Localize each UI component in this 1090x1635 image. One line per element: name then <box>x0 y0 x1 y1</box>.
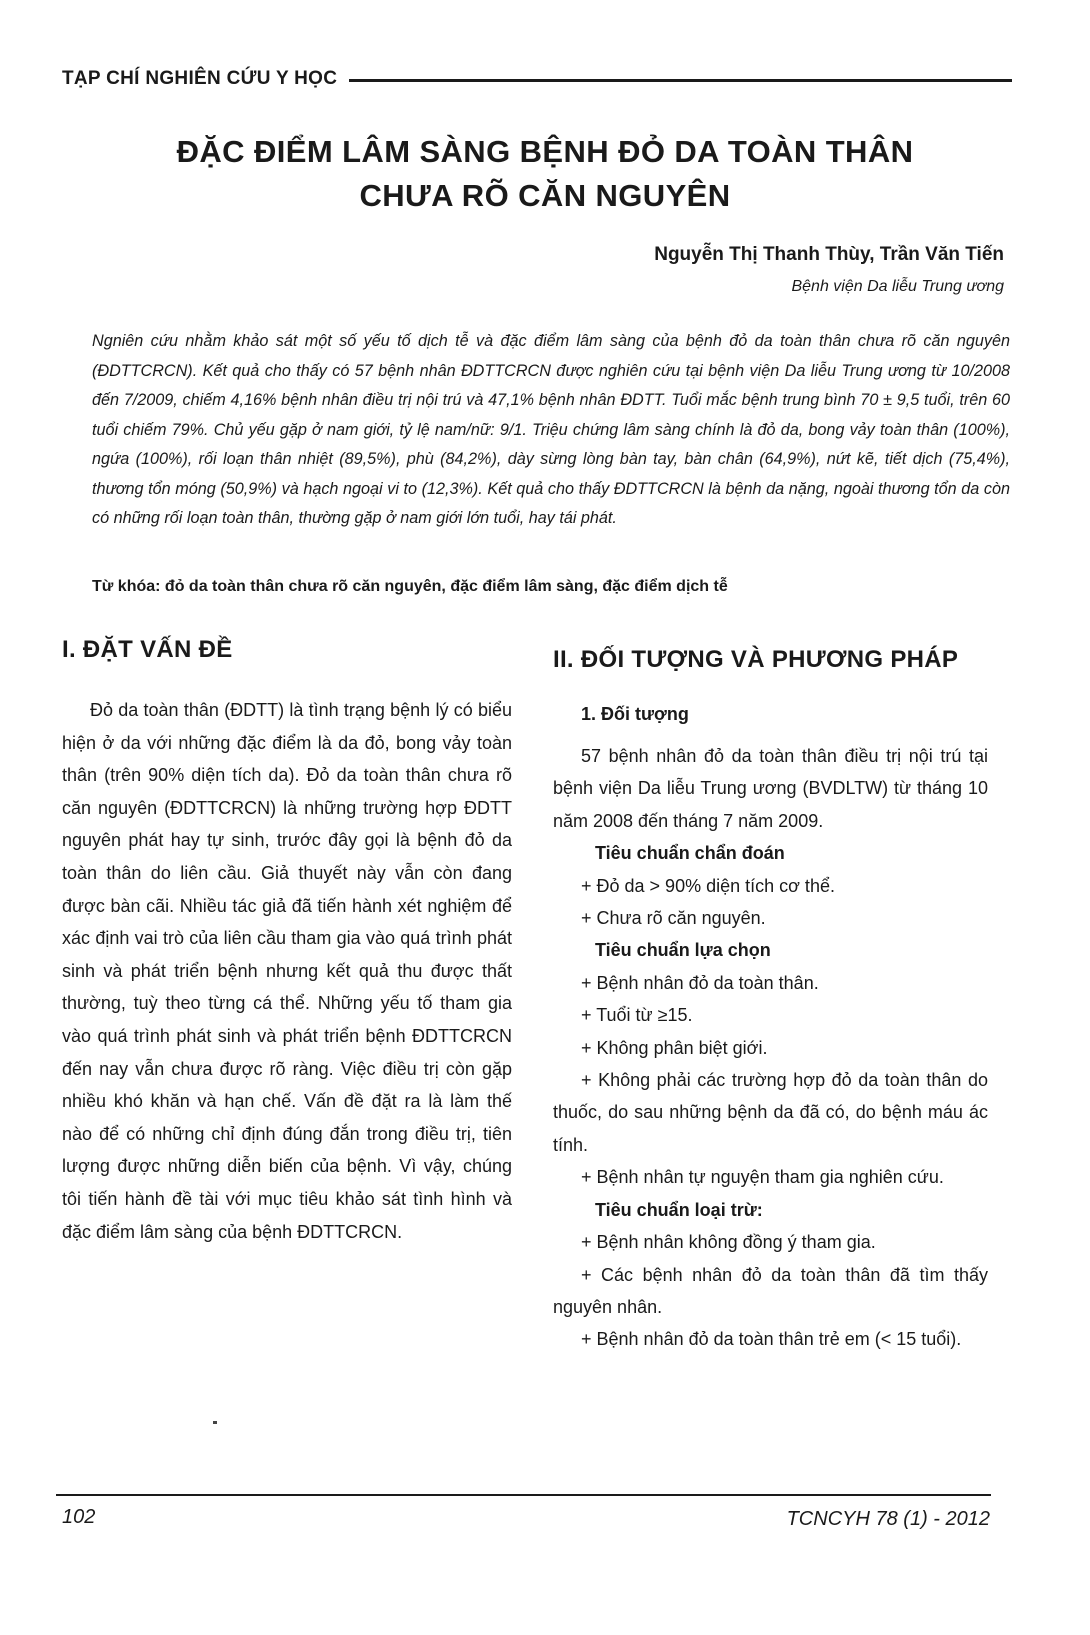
subsection-heading-subjects: 1. Đối tượng <box>581 704 689 724</box>
subjects-paragraph: 57 bệnh nhân đỏ da toàn thân điều trị nội trú tại bệnh viện Da liễu Trung ương (BVDLTW) từ tháng 10 năm 2008 đến tháng 7 năm 2009. <box>553 746 988 831</box>
list-item: + Đỏ da > 90% diện tích cơ thể. <box>581 875 835 896</box>
right-column <box>553 636 988 1356</box>
page-number: 102 <box>62 1506 96 1528</box>
scan-speck <box>213 1421 217 1424</box>
abstract: Ngniên cứu nhằm khảo sát một số yếu tố dịch tễ và đặc điểm lâm sàng của bệnh đỏ da toàn thân chưa rõ căn nguyên (ĐDTTCRCN). Kết quả cho thấy có 57 bệnh nhân ĐDTTCRCN được nghiên cứu tại bệnh viện Da liễu Trung ương từ 10/2008 đến 7/2009, chiếm 4,16% bệnh nhân điều trị nội trú và 47,1% bệnh nhân ĐDTT. Tuổi mắc bệnh trung bình 70 ± 9,5 tuổi, trên 60 tuổi chiếm 79%. Chủ yếu gặp ở nam giới, tỷ lệ nam/nữ: 9/1. Triệu chứng lâm sàng chính là đỏ da, bong vảy toàn thân (100%), ngứa (100%), rối loạn thân nhiệt (89,5%), phù (84,2%), dày sừng lòng bàn tay, bàn chân (64,9%), nứt kẽ, tiết dịch (75,4%), thương tổn móng (50,9%) và hạch ngoại vi to (12,3%). Kết quả cho thấy ĐDTTCRCN là bệnh da nặng, ngoài thương tổn da còn có những rối loạn toàn thân, thường gặp ở nam giới lớn tuổi, hay tái phát. <box>92 332 1010 527</box>
list-item: + Không phải các trường hợp đỏ da toàn thân do thuốc, do sau những bệnh da đã có, do bệnh máu ác tính. <box>553 1070 988 1155</box>
journal-title: TẠP CHÍ NGHIÊN CỨU Y HỌC <box>62 68 338 89</box>
left-column <box>62 636 512 1248</box>
header-rule <box>349 79 1012 82</box>
affiliation: Bệnh viện Da liễu Trung ương <box>791 278 1004 295</box>
list-item: + Các bệnh nhân đỏ da toàn thân đã tìm thấy nguyên nhân. <box>553 1264 988 1317</box>
introduction-paragraph: Đỏ da toàn thân (ĐDTT) là tình trạng bệnh lý có biểu hiện ở da với những đặc điểm là da đỏ, bong vảy toàn thân (trên 90% diện tích da). Đỏ da toàn thân chưa rõ căn nguyên (ĐDTTCRCN) là những trường hợp ĐDTT nguyên phát hay tự sinh, trước đây gọi là bệnh đỏ da toàn thân do liên cầu. Giả thuyết này vẫn còn đang được bàn cãi. Nhiều tác giả đã tiến hành xét nghiệm để xác định vai trò của liên cầu tham gia vào quá trình phát sinh và phát triển bệnh nhưng kết quả thu được thất thường, tuỳ theo từng cá thể. Những yếu tố tham gia vào quá trình phát sinh và phát triển bệnh ĐDTTCRCN đến nay vẫn chưa được rõ ràng. Việc điều trị còn gặp nhiều khó khăn và hạn chế. Vấn đề đặt ra là làm thế nào để có những chỉ định đúng đắn trong điều trị, tiên lượng được những diễn biến của bệnh. Vì vậy, chúng tôi tiến hành đề tài với mục tiêu khảo sát tình hình và đặc điểm lâm sàng của bệnh ĐDTTCRCN. <box>62 700 512 1242</box>
list-item: + Bệnh nhân tự nguyện tham gia nghiên cứu. <box>581 1167 944 1188</box>
authors: Nguyễn Thị Thanh Thùy, Trần Văn Tiến <box>654 244 1004 265</box>
running-header <box>62 68 1012 90</box>
exclusion-criteria-heading: Tiêu chuẩn loại trừ: <box>595 1199 763 1220</box>
title-line-2: CHƯA RÕ CĂN NGUYÊN <box>359 178 731 213</box>
list-item: + Bệnh nhân không đồng ý tham gia. <box>581 1232 876 1253</box>
list-item: + Không phân biệt giới. <box>581 1037 768 1058</box>
journal-reference: TCNCYH 78 (1) - 2012 <box>786 1508 990 1530</box>
section-title-methods: II. ĐỐI TƯỢNG VÀ PHƯƠNG PHÁP <box>553 646 959 673</box>
footer-rule <box>56 1494 991 1496</box>
list-item: + Bệnh nhân đỏ da toàn thân. <box>581 972 819 993</box>
keywords: Từ khóa: đỏ da toàn thân chưa rõ căn nguyên, đặc điểm lâm sàng, đặc điểm dịch tễ <box>92 578 728 595</box>
list-item: + Tuổi từ ≥15. <box>581 1005 693 1026</box>
article-title <box>60 130 1030 218</box>
selection-criteria-heading: Tiêu chuẩn lựa chọn <box>595 940 771 961</box>
diagnosis-criteria-heading: Tiêu chuẩn chẩn đoán <box>595 843 785 864</box>
section-title-introduction: I. ĐẶT VẤN ĐỀ <box>62 636 233 663</box>
list-item: + Bệnh nhân đỏ da toàn thân trẻ em (< 15 tuổi). <box>581 1329 962 1350</box>
list-item: + Chưa rõ căn nguyên. <box>581 908 766 929</box>
title-line-1: ĐẶC ĐIỂM LÂM SÀNG BỆNH ĐỎ DA TOÀN THÂN <box>176 134 914 169</box>
